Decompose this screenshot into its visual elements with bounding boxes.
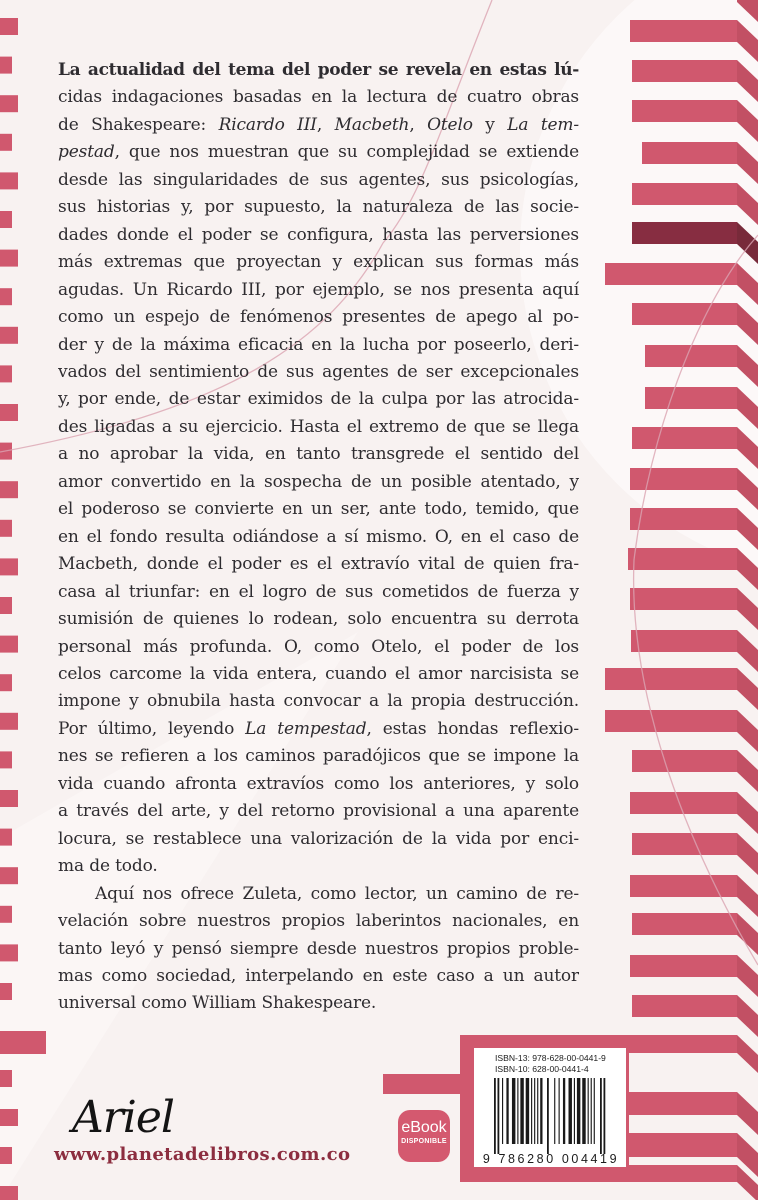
barcode-bar xyxy=(591,1078,592,1144)
text-line xyxy=(58,908,579,935)
synopsis-text xyxy=(58,57,579,1018)
stripe xyxy=(630,20,737,42)
stripe xyxy=(632,427,737,449)
barcode-bar xyxy=(600,1078,602,1154)
barcode-frame-left-bar xyxy=(383,1074,460,1094)
ebook-badge-title: eBook xyxy=(401,1119,447,1136)
left-edge-stripe xyxy=(0,18,18,35)
italic-work-title: La tempestad xyxy=(245,718,367,739)
stripe-fold xyxy=(737,875,758,917)
text-span: más extremas que proyectan y explican sus formas más xyxy=(58,252,579,273)
text-span: , xyxy=(409,114,428,135)
barcode-bar xyxy=(554,1078,555,1144)
stripe xyxy=(632,833,737,855)
left-edge-stripe xyxy=(0,674,12,691)
text-line xyxy=(58,963,579,990)
text-line xyxy=(58,634,579,661)
left-edge-stripe xyxy=(0,1147,12,1164)
text-line xyxy=(58,524,579,551)
text-line xyxy=(58,990,579,1017)
stripe xyxy=(628,548,737,570)
text-span: locura, se restablece una valorización de la vida por enci- xyxy=(58,828,579,849)
barcode-number: 9 786280 004419 xyxy=(482,1152,620,1166)
stripe-fold xyxy=(737,630,758,672)
stripe-fold xyxy=(737,710,758,752)
barcode-bar xyxy=(559,1078,560,1144)
stripe xyxy=(632,60,737,82)
barcode-bar xyxy=(582,1078,585,1144)
text-line xyxy=(58,194,579,221)
barcode-bars xyxy=(474,1074,626,1158)
left-edge-stripe xyxy=(0,558,18,575)
barcode-bar xyxy=(588,1078,589,1144)
text-span: como un espejo de fenómenos presentes de apego al po- xyxy=(58,307,579,328)
stripe xyxy=(605,668,737,690)
text-span: vida cuando afronta extravíos como los anteriores, y solo xyxy=(58,773,579,794)
barcode-frame-slot xyxy=(629,1053,737,1092)
barcode-block xyxy=(474,1048,626,1167)
barcode-frame-slot xyxy=(629,1115,737,1133)
barcode-frame-slot xyxy=(629,1157,737,1165)
text-span: cidas indagaciones basadas en la lectura de cuatro obras xyxy=(58,87,579,108)
text-span: y xyxy=(472,114,508,135)
text-line xyxy=(58,359,579,386)
stripe xyxy=(630,792,737,814)
left-edge-stripe xyxy=(0,365,12,382)
text-line xyxy=(58,249,579,276)
text-line xyxy=(58,826,579,853)
text-line xyxy=(58,688,579,715)
barcode-frame-fold xyxy=(737,1092,758,1135)
italic-work-title: Otelo xyxy=(427,114,473,135)
left-edge-stripe xyxy=(0,134,12,151)
stripe xyxy=(632,303,737,325)
left-edge-stripe xyxy=(0,1070,12,1087)
barcode-bar xyxy=(498,1078,500,1154)
text-span: dades donde el poder se configura, hasta las perversiones xyxy=(58,224,579,245)
barcode-bar xyxy=(569,1078,572,1144)
text-line xyxy=(58,469,579,496)
barcode-bar xyxy=(517,1078,518,1144)
text-span: vados del sentimiento de sus agentes de ser excepcionales xyxy=(58,361,579,382)
stripe xyxy=(632,995,737,1017)
barcode-bar xyxy=(512,1078,515,1144)
text-span: Por último, leyendo xyxy=(58,718,246,739)
text-line xyxy=(58,496,579,523)
stripe-fold xyxy=(737,792,758,834)
text-span: der y de la máxima eficacia en la lucha por poseerlo, deri- xyxy=(58,334,579,355)
text-line xyxy=(58,551,579,578)
text-span: personal más profunda. O, como Otelo, el poder de los xyxy=(58,636,579,657)
stripe xyxy=(630,588,737,610)
stripe-fold xyxy=(737,955,758,997)
text-line xyxy=(58,84,579,111)
text-line xyxy=(58,441,579,468)
text-line xyxy=(58,112,579,139)
barcode-frame-fold xyxy=(737,1035,758,1073)
stripe xyxy=(645,345,737,367)
left-edge-stripe xyxy=(0,713,18,730)
text-span: en el fondo resulta odiándose a sí mismo. O, en el caso de xyxy=(58,526,579,547)
text-span: tanto leyó y pensó siempre desde nuestros propios proble- xyxy=(58,938,579,959)
left-edge-stripe xyxy=(0,288,12,305)
barcode-bar xyxy=(502,1078,503,1144)
italic-work-title: pestad xyxy=(58,142,115,163)
text-span: nes se refieren a los caminos paradójicos que se impone la xyxy=(58,746,579,767)
text-span: , xyxy=(316,114,335,135)
left-edge-stripe xyxy=(0,481,18,498)
ebook-badge-subtitle: DISPONIBLE xyxy=(401,1138,447,1145)
barcode-bar xyxy=(494,1078,496,1154)
left-edge-stripe xyxy=(0,1031,46,1054)
barcode-bar xyxy=(547,1078,549,1154)
left-edge-stripe xyxy=(0,906,12,923)
stripe xyxy=(630,875,737,897)
text-span: des ligadas a su ejercicio. Hasta el extremo de que se llega xyxy=(58,416,579,437)
barcode-bar xyxy=(540,1078,542,1144)
stripe xyxy=(630,955,737,977)
left-edge-stripe xyxy=(0,867,18,884)
stripe xyxy=(632,183,737,205)
italic-work-title: Ricardo III xyxy=(218,114,317,135)
left-edge-stripe xyxy=(0,790,18,807)
barcode-bar xyxy=(574,1078,575,1144)
left-edge-stripe xyxy=(0,172,18,189)
stripe-fold xyxy=(737,833,758,875)
italic-work-title: Macbeth xyxy=(334,114,410,135)
barcode-bar xyxy=(604,1078,606,1154)
text-line xyxy=(58,798,579,825)
stripe xyxy=(642,142,737,164)
left-edge-stripe xyxy=(0,751,12,768)
stripe-fold xyxy=(737,750,758,792)
text-line xyxy=(58,936,579,963)
text-line xyxy=(58,167,579,194)
text-span: de Shakespeare: xyxy=(58,114,219,135)
stripe xyxy=(630,508,737,530)
left-edge-stripe xyxy=(0,520,12,537)
text-line xyxy=(58,606,579,633)
text-span: sus historias y, por supuesto, la naturaleza de las socie- xyxy=(58,197,579,218)
stripe-fold xyxy=(737,995,758,1037)
text-line xyxy=(58,853,579,880)
text-line xyxy=(58,881,579,908)
text-line xyxy=(58,139,579,166)
text-line xyxy=(58,414,579,441)
stripe xyxy=(605,710,737,732)
text-line xyxy=(58,771,579,798)
text-line xyxy=(58,57,579,84)
text-span: el poderoso se convierte en un ser, ante todo, temido, que xyxy=(58,499,579,520)
barcode-bar xyxy=(526,1078,529,1144)
left-edge-stripe xyxy=(0,327,18,344)
bold-lead-text: La actualidad del tema del poder se revela en estas lú- xyxy=(58,60,579,80)
left-edge-stripe xyxy=(0,829,12,846)
text-line xyxy=(58,661,579,688)
text-span: amor convertido en la sospecha de un posible atentado, y xyxy=(58,471,579,492)
ebook-available-badge xyxy=(398,1110,450,1162)
text-span: impone y obnubila hasta convocar a la propia destrucción. xyxy=(58,691,579,712)
text-line xyxy=(58,743,579,770)
stripe-dark xyxy=(632,222,737,244)
barcode-bar xyxy=(577,1078,580,1144)
isbn13-label: ISBN-13: 978-628-00-0441-9 xyxy=(495,1053,606,1063)
barcode-bar xyxy=(506,1078,508,1144)
left-edge-stripe xyxy=(0,404,18,421)
stripe xyxy=(632,100,737,122)
text-span: ma de todo. xyxy=(58,856,158,877)
publisher-website-url: www.planetadelibros.com.co xyxy=(54,1144,351,1165)
text-line xyxy=(58,579,579,606)
stripe-fold xyxy=(737,588,758,630)
italic-work-title: La tem- xyxy=(507,114,579,135)
left-edge-stripe xyxy=(0,983,12,1000)
text-span: Aquí nos ofrece Zuleta, como lector, un camino de re- xyxy=(95,883,579,904)
left-edge-stripe xyxy=(0,57,12,74)
barcode-bar xyxy=(520,1078,523,1144)
text-span: , estas hondas reflexio- xyxy=(366,718,579,739)
left-edge-stripe xyxy=(0,211,12,228)
text-line xyxy=(58,304,579,331)
text-span: celos carcome la vida entera, cuando el amor narcisista se xyxy=(58,663,579,684)
text-line xyxy=(58,386,579,413)
text-span: desde las singularidades de sus agentes, sus psicologías, xyxy=(58,169,579,190)
left-edge-stripe xyxy=(0,1186,18,1200)
text-line xyxy=(58,222,579,249)
stripe-fold xyxy=(737,668,758,710)
text-line xyxy=(58,332,579,359)
text-line xyxy=(58,716,579,743)
stripe xyxy=(632,750,737,772)
text-span: a no aprobar la vida, en tanto transgrede el sentido del xyxy=(58,444,579,465)
left-edge-stripe xyxy=(0,944,18,961)
text-span: mas como sociedad, interpelando en este caso a un autor xyxy=(58,965,579,986)
left-edge-stripe xyxy=(0,250,18,267)
barcode-bar xyxy=(563,1078,565,1144)
left-edge-stripe xyxy=(0,597,12,614)
stripe xyxy=(631,630,737,652)
text-span: y, por ende, de estar eximidos de la culpa por las atrocida- xyxy=(58,389,579,410)
stripe xyxy=(605,263,737,285)
text-span: agudas. Un Ricardo III, por ejemplo, se nos presenta aquí xyxy=(58,279,579,300)
text-span: velación sobre nuestros propios laberintos nacionales, en xyxy=(58,911,579,932)
stripe xyxy=(645,387,737,409)
text-span: sumisión de quienes lo rodean, solo encuentra su derrota xyxy=(58,609,579,630)
text-line xyxy=(58,277,579,304)
text-span: Macbeth, donde el poder es el extravío vital de quien fra- xyxy=(58,554,579,575)
text-span: , que nos muestran que su complejidad se extiende xyxy=(114,142,579,163)
barcode-bar xyxy=(594,1078,595,1144)
left-edge-stripe xyxy=(0,1109,18,1126)
left-edge-stripe xyxy=(0,636,18,653)
barcode-bar xyxy=(537,1078,538,1144)
barcode-bar xyxy=(534,1078,535,1144)
barcode-bar xyxy=(531,1078,532,1144)
publisher-logo-ariel: Ariel xyxy=(72,1092,174,1143)
text-span: a través del arte, y del retorno provisional a una aparente xyxy=(58,801,579,822)
isbn10-label: ISBN-10: 628-00-0441-4 xyxy=(495,1063,589,1074)
text-span: universal como William Shakespeare. xyxy=(58,993,377,1014)
stripe xyxy=(632,913,737,935)
text-span: casa al triunfar: en el logro de sus cometidos de fuerza y xyxy=(58,581,579,602)
left-edge-stripe xyxy=(0,95,18,112)
